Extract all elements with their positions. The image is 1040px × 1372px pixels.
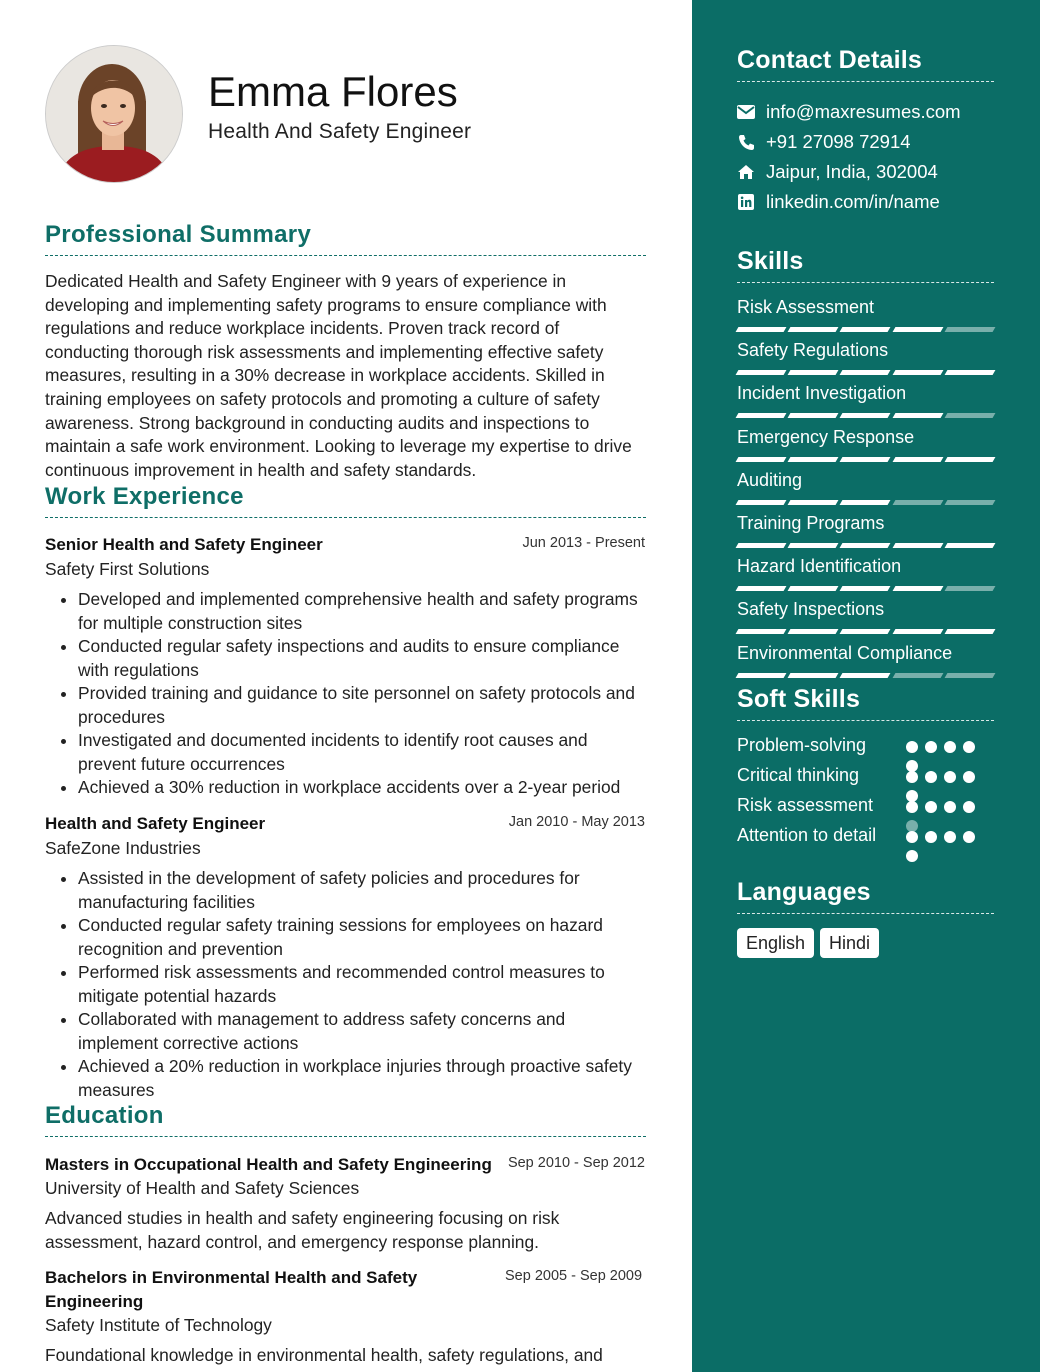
languages-heading: Languages [737, 878, 994, 914]
skill-level-segment [840, 457, 891, 462]
job-entry [45, 814, 645, 1102]
skill-level-segment [788, 629, 839, 634]
education-entry [45, 1266, 645, 1368]
skill-name: Environmental Compliance [737, 642, 953, 663]
skill-level-segment [788, 500, 839, 505]
skill-level-segment [944, 586, 995, 591]
rating-dot [925, 801, 937, 813]
rating-dot [925, 831, 937, 843]
contact-linkedin-text: linkedin.com/in/name [766, 191, 940, 212]
rating-dot [963, 771, 975, 783]
linkedin-icon [737, 193, 755, 211]
skill-item [737, 382, 994, 418]
skill-name: Hazard Identification [737, 556, 902, 577]
edu-school: Safety Institute of Technology [45, 1315, 272, 1335]
skill-level-bar [737, 327, 994, 332]
sidebar [692, 0, 1040, 1372]
rating-dot [944, 801, 956, 813]
skill-level-segment [944, 629, 995, 634]
list-item: • Collaborated with management to address safety concerns and implement corrective actions [78, 1008, 645, 1055]
rating-dot [925, 741, 937, 753]
contact-phone-text: +91 27098 72914 [766, 131, 911, 152]
job-entry [45, 535, 645, 800]
rating-dot [944, 741, 956, 753]
skill-level-segment [892, 457, 943, 462]
list-item: • Conducted regular safety training sessions for employees on hazard recognition and prevention [78, 914, 645, 961]
skill-level-segment [944, 543, 995, 548]
skill-item [737, 296, 994, 332]
skill-name: Incident Investigation [737, 383, 907, 404]
skill-item [737, 512, 994, 548]
rating-dot [925, 771, 937, 783]
skill-level-segment [892, 543, 943, 548]
skill-name: Emergency Response [737, 426, 915, 447]
skill-level-bar [737, 457, 994, 462]
soft-skill-name: Risk assessment [737, 795, 874, 815]
skill-item [737, 339, 994, 375]
soft-skill-name: Attention to detail [737, 825, 877, 845]
list-item: • Achieved a 20% reduction in workplace injuries through proactive safety measures [78, 1055, 645, 1102]
skill-level-segment [840, 543, 891, 548]
envelope-icon [737, 103, 755, 121]
job-company: Safety First Solutions [45, 559, 210, 579]
list-item: • Performed risk assessments and recommended control measures to mitigate potential hazards [78, 961, 645, 1008]
skill-level-segment [840, 327, 891, 332]
candidate-name: Emma Flores [208, 68, 458, 115]
rating-dot [944, 771, 956, 783]
contact-address [737, 159, 938, 185]
skill-level-bar [737, 413, 994, 418]
education-entry [45, 1153, 645, 1254]
job-role: Health and Safety Engineer [45, 814, 266, 833]
skill-item [737, 642, 994, 678]
skill-level-segment [840, 500, 891, 505]
skill-level-segment [892, 413, 943, 418]
skill-level-segment [840, 629, 891, 634]
list-item: • Investigated and documented incidents to identify root causes and prevent future occurrences [78, 729, 645, 776]
rating-dot [963, 831, 975, 843]
skill-level-bar [737, 500, 994, 505]
contact-address-text: Jaipur, India, 302004 [766, 161, 938, 182]
skill-level-segment [736, 327, 787, 332]
skill-level-segment [788, 543, 839, 548]
edu-date: Sep 2005 - Sep 2009 [505, 1268, 643, 1284]
summary-heading: Professional Summary [45, 221, 646, 256]
skill-level-segment [736, 413, 787, 418]
list-item: • Provided training and guidance to site personnel on safety protocols and procedures [78, 682, 645, 729]
skill-level-bar [737, 629, 994, 634]
skill-level-bar [737, 673, 994, 678]
language-badge: English [737, 928, 814, 958]
contact-linkedin[interactable] [737, 189, 940, 215]
edu-description: Foundational knowledge in environmental health, safety regulations, and [45, 1345, 603, 1365]
profile-photo [46, 46, 182, 182]
rating-dot [963, 741, 975, 753]
skill-level-bar [737, 370, 994, 375]
skill-level-segment [840, 370, 891, 375]
skill-level-segment [892, 673, 943, 678]
skill-name: Training Programs [737, 513, 885, 533]
job-role: Senior Health and Safety Engineer [45, 535, 323, 554]
skill-level-segment [736, 543, 787, 548]
job-date: Jan 2010 - May 2013 [508, 814, 645, 830]
contact-email[interactable] [737, 99, 961, 125]
skill-level-segment [736, 457, 787, 462]
skill-level-segment [788, 370, 839, 375]
rating-dot [944, 831, 956, 843]
skill-level-segment [892, 586, 943, 591]
education-heading: Education [45, 1102, 646, 1137]
list-item: • Achieved a 30% reduction in workplace accidents over a 2-year period [78, 776, 645, 800]
list-item: • Assisted in the development of safety policies and procedures for manufacturing facilities [78, 867, 645, 914]
edu-degree: Bachelors in Environmental Health and Safety Engineering [45, 1268, 418, 1311]
edu-description: Advanced studies in health and safety engineering focusing on risk assessment, hazard control, and emergency response planning. [45, 1208, 560, 1252]
skill-name: Safety Inspections [737, 599, 885, 620]
skill-name: Auditing [737, 469, 803, 490]
skill-item [737, 469, 994, 505]
skill-item [737, 426, 994, 462]
skill-level-segment [892, 370, 943, 375]
contact-heading: Contact Details [737, 46, 994, 82]
skill-level-segment [944, 673, 995, 678]
skill-level-segment [944, 370, 995, 375]
skill-level-segment [788, 327, 839, 332]
phone-icon [737, 133, 755, 151]
rating-dot [963, 801, 975, 813]
home-icon [737, 163, 755, 181]
skill-level-segment [892, 500, 943, 505]
contact-phone[interactable] [737, 129, 911, 155]
rating-dot [906, 741, 918, 753]
list-item: • Developed and implemented comprehensive health and safety programs for multiple construction sites [78, 588, 645, 635]
rating-dot [906, 831, 918, 843]
skill-level-segment [788, 413, 839, 418]
edu-date: Sep 2010 - Sep 2012 [507, 1155, 645, 1171]
job-company: SafeZone Industries [45, 838, 201, 858]
skill-level-segment [788, 457, 839, 462]
skill-level-segment [944, 413, 995, 418]
edu-degree: Masters in Occupational Health and Safety Engineering [45, 1155, 492, 1174]
rating-dot [906, 850, 918, 862]
skill-level-segment [892, 327, 943, 332]
skill-level-segment [944, 500, 995, 505]
skill-level-bar [737, 586, 994, 591]
contact-email-text: info@maxresumes.com [766, 101, 961, 122]
skills-heading: Skills [737, 247, 994, 283]
job-date: Jun 2013 - Present [522, 535, 645, 551]
soft-skills-heading: Soft Skills [737, 685, 994, 721]
skill-level-segment [892, 629, 943, 634]
soft-skill-name: Critical thinking [737, 765, 860, 785]
job-bullets [45, 867, 645, 1102]
skill-level-segment [840, 413, 891, 418]
skill-name: Safety Regulations [737, 340, 889, 361]
job-bullets [45, 588, 645, 800]
skill-level-segment [736, 586, 787, 591]
avatar [45, 45, 183, 183]
skill-level-segment [788, 673, 839, 678]
rating-dot [906, 771, 918, 783]
skill-level-segment [736, 673, 787, 678]
skill-level-segment [736, 500, 787, 505]
summary-text: Dedicated Health and Safety Engineer with 9 years of experience in developing and implementing safety programs to ensure compliance with regulations and reduce workplace incidents. Proven track record of conducting thorough risk assessments and implementing effective safety measures, resulting in a 30% decrease in workplace accidents. Skilled in training employees on safety protocols and promoting a culture of safety awareness. Strong background in conducting audits and inspections to maintain a safe work environment. Looking to leverage my expertise to drive continuous improvement in health and safety standards. [45, 271, 632, 480]
skill-level-segment [788, 586, 839, 591]
candidate-title: Health And Safety Engineer [208, 120, 472, 143]
experience-heading: Work Experience [45, 483, 646, 518]
skill-item [737, 555, 994, 591]
language-badge: Hindi [820, 928, 879, 958]
skill-level-segment [944, 327, 995, 332]
skill-level-segment [840, 586, 891, 591]
edu-school: University of Health and Safety Sciences [45, 1178, 360, 1198]
rating-dot [906, 801, 918, 813]
skill-level-segment [736, 629, 787, 634]
skill-item [737, 598, 994, 634]
skill-level-segment [944, 457, 995, 462]
list-item: • Conducted regular safety inspections and audits to ensure compliance with regulations [78, 635, 645, 682]
skill-name: Risk Assessment [737, 297, 875, 317]
skill-level-segment [840, 673, 891, 678]
skill-level-bar [737, 543, 994, 548]
skill-level-segment [736, 370, 787, 375]
soft-skill-name: Problem-solving [737, 735, 867, 755]
